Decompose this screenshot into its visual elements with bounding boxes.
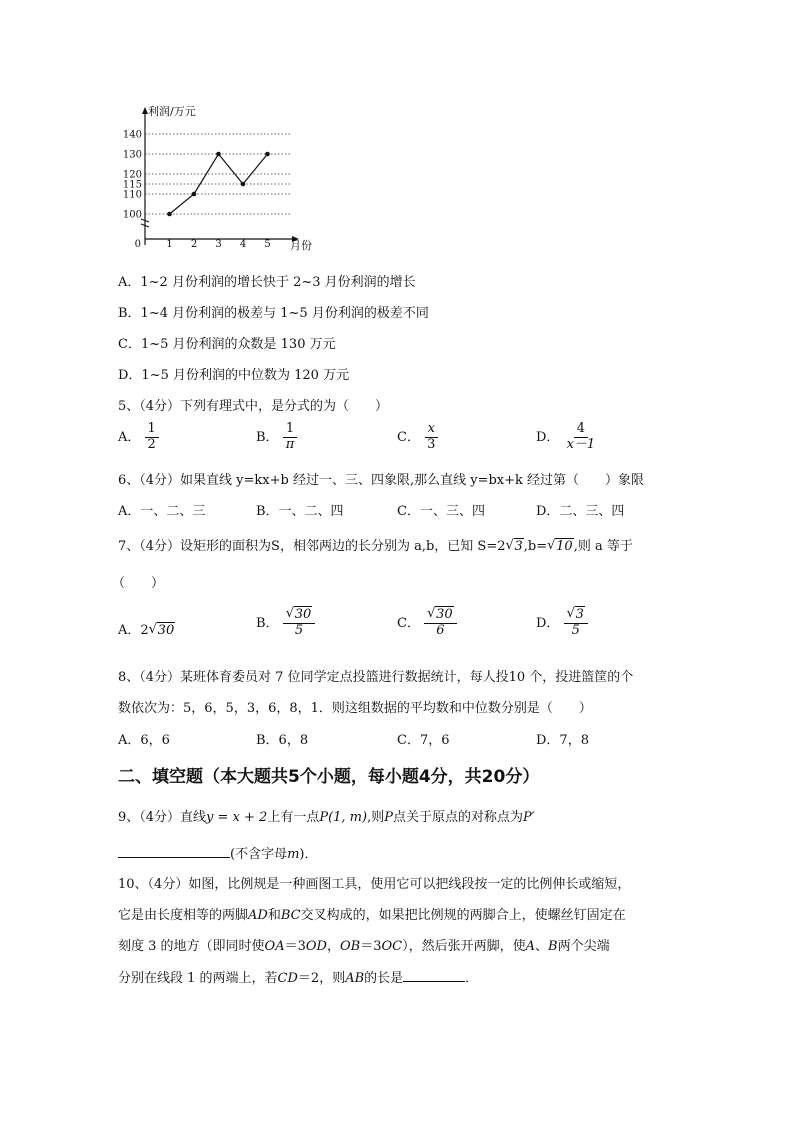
q10-line4: 分别在线段 1 的两端上，若CD＝2，则AB的长是 ． [118,971,479,986]
q5-stem: 5、（4分）下列有理式中，是分式的为（ ） [118,399,389,414]
q7-d-fraction: √ 3 5 [564,608,588,639]
x-tick-4: 4 [239,239,247,250]
q7-a-sqrt: √ 30 [148,622,175,638]
q9-line2: (不含字母m)． [118,843,317,862]
y-tick-100: 100 [122,209,142,221]
q5-d-letter: D． [536,429,560,445]
data-point-3 [216,152,221,157]
q4-option-b: B．1~4 月份利润的极差与 1~5 月份利润的极差不同 [118,306,429,321]
y-tick-110: 110 [122,189,142,201]
section-2-heading: 二、填空题（本大题共5个小题，每小题4分，共20分） [118,767,540,787]
q4-option-c: C．1~5 月份利润的众数是 130 万元 [118,337,336,352]
q7-c-fraction: √ 30 6 [424,608,457,639]
y-tick-140: 140 [122,129,142,141]
q8-stem-line1: 8、（4分）某班体育委员对 7 位同学定点投篮进行数据统计，每人投10 个，投进篮筐的个 [118,670,634,685]
q10-answer-blank[interactable] [403,969,465,982]
q8-option-a: A．6，6 [118,733,170,748]
q9-answer-blank[interactable] [118,845,230,858]
q5-c-fraction: $\frac{x}{3}$ [424,422,438,453]
q5-d-fraction: $\frac{4}{x-1}$ [566,421,596,452]
q6-option-d: D．二、三、四 [536,504,625,519]
q6-option-a: A．一、二、三 [118,504,206,519]
q5-b-letter: B． [256,429,279,445]
y-tick-115: 115 [122,179,142,191]
x-tick-labels [166,239,270,250]
q10-line1: 10、（4分）如图，比例规是一种画图工具，使用它可以把线段按一定的比例伸长或缩短， [118,877,631,892]
x-axis-label: 月份 [290,239,312,252]
q10-line3: 刻度 3 的地方（即同时使OA＝3OD，OB＝3OC），然后张开两脚，使A、B两个尖端 [118,939,610,954]
q5-b-fraction: $\frac{1}{\pi}$ [283,422,298,453]
q7-option-c: C． √ 30 6 [397,608,457,639]
chart-grid [145,134,290,214]
profit-line-chart [110,103,325,253]
x-tick-1: 1 [166,239,173,250]
q8-stem-line2: 数依次为：5，6，5，3，6，8，1．则这组数据的平均数和中位数分别是（ ） [118,701,592,716]
q6-option-c: C．一、三、四 [397,504,485,519]
q7-answer-paren: （ ） [112,576,165,591]
q9-line1: 9、（4分）直线y = x + 2上有一点P(1, m),则P点关于原点的对称点为P′ [118,810,535,825]
origin-label: 0 [134,239,141,250]
q7-stem: 7、（4分）设矩形的面积为S，相邻两边的长分别为 a,b，已知 S=2 √ 3,b= √ 10,则 a 等于 [118,538,633,554]
q9-equation: y = x + 2 [206,810,268,825]
q5-a-letter: A． [118,429,141,445]
x-tick-5: 5 [264,239,271,250]
data-point-1 [167,212,172,217]
q8-option-b: B．6，8 [256,733,309,748]
q5-option-c [397,422,438,453]
q5-option-b [256,422,297,453]
data-point-5 [265,152,270,157]
q6-option-b: B．一、二、四 [256,504,344,519]
q7-option-b: B． √ 30 5 [256,608,315,639]
y-axis-label: 利润/万元 [148,105,196,118]
x-tick-2: 2 [190,239,198,250]
q7-b-fraction: √ 30 5 [283,608,316,639]
y-tick-labels [123,130,142,221]
data-point-2 [192,192,197,197]
q5-option-a [118,422,159,453]
q10-line2: 它是由长度相等的两脚AD和BC交叉构成的，如果把比例规的两脚合上，使螺丝钉固定在 [118,908,626,923]
data-point-4 [241,182,246,187]
q4-option-a: A．1~2 月份利润的增长快于 2~3 月份利润的增长 [118,275,416,290]
q7-sqrt-3: √ 3 [505,538,523,554]
y-tick-130: 130 [122,149,142,161]
q8-option-d: D．7，8 [536,733,589,748]
y-tick-120: 120 [122,169,142,181]
q8-option-c: C．7，6 [397,733,450,748]
q5-a-fraction: $\frac{1}{2}$ [145,422,159,453]
q6-stem: 6、（4分）如果直线 y=kx+b 经过一、三、四象限,那么直线 y=bx+k 经过第（ ）象限 [118,473,645,488]
q4-option-d: D．1~5 月份利润的中位数为 120 万元 [118,368,350,383]
q9-point: P(1, m) [319,810,368,825]
q7-option-d: D． √ 3 5 [536,608,588,639]
chart-axes [141,107,299,245]
q7-sqrt-10: √ 10 [547,538,573,554]
q5-option-d [536,422,598,453]
q5-c-letter: C． [397,429,420,445]
x-tick-3: 3 [215,239,222,250]
q7-option-a: A．2 √ 30 [118,622,175,638]
